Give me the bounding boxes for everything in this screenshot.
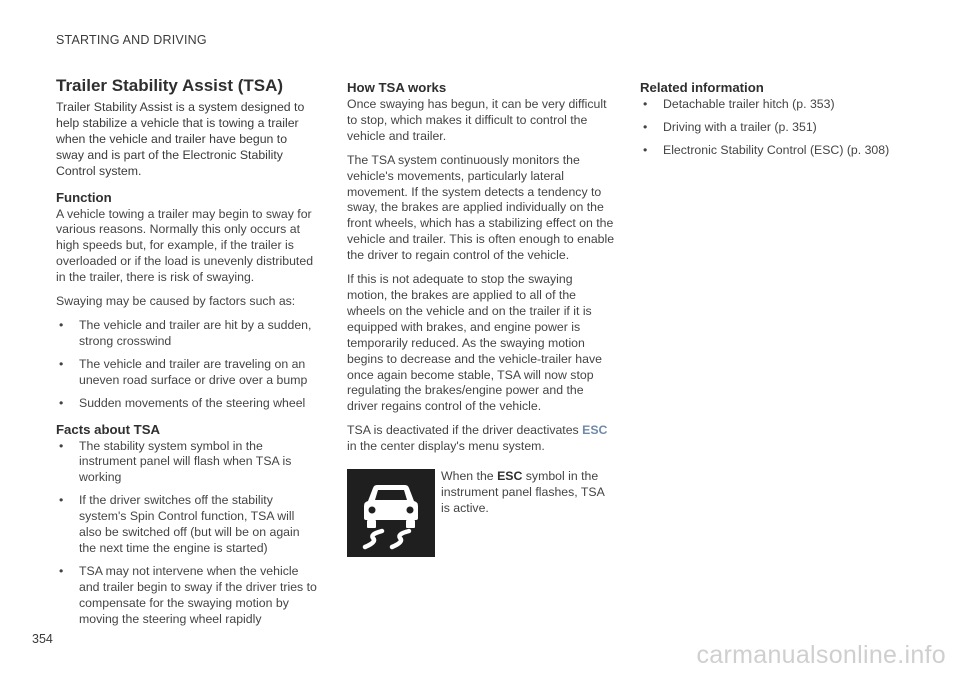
- related-information-heading: Related information: [640, 80, 764, 95]
- bullet-icon: •: [59, 493, 64, 508]
- how-tsa-works-heading: How TSA works: [347, 80, 447, 95]
- list-item: • Sudden movements of the steering wheel: [59, 395, 306, 410]
- column-middle: [347, 80, 615, 564]
- esc-term-bold: ESC: [497, 469, 523, 484]
- causes-list: [56, 318, 318, 412]
- bullet-icon: •: [643, 97, 648, 111]
- how-paragraph-4: TSA is deactivated if the driver deactivates ESC in the center display's menu system.: [347, 423, 608, 454]
- esc-symbol-note: [347, 469, 615, 564]
- facts-list: [56, 439, 318, 628]
- how-paragraph-2: The TSA system continuously monitors the vehicle's movements, particularly lateral movement. If the system detects a tendency to sway, the brakes are applied individually on the front wheels, which has a stabilizing effect on the vehicle and trailer. This is often enough to enable the driver to regain control of the vehicle.: [347, 152, 615, 263]
- list-item: • The stability system symbol in the instrument panel will flash when TSA is working: [59, 438, 292, 485]
- bullet-icon: •: [59, 317, 64, 332]
- column-right: [640, 80, 910, 166]
- how-paragraph-1: Once swaying has begun, it can be very difficult to stop, which makes it difficult to control the vehicle and trailer.: [347, 97, 607, 143]
- list-item: • TSA may not intervene when the vehicle and trailer begin to sway if the driver tries to compensate for the swaying motion by moving the steering wheel rapidly: [59, 563, 317, 626]
- intro-paragraph: Trailer Stability Assist is a system designed to help stabilize a vehicle that is towing a trailer when the vehicle and trailer have begun to sway and is part of the Electronic Stability Control system.: [56, 100, 305, 178]
- stability-control-skid-icon: [347, 469, 435, 557]
- list-item: • The vehicle and trailer are traveling on an uneven road surface or drive over a bump: [59, 356, 308, 387]
- bullet-icon: •: [643, 142, 648, 157]
- section-header: STARTING AND DRIVING: [56, 33, 207, 47]
- bullet-icon: •: [59, 563, 64, 578]
- bullet-icon: •: [59, 356, 64, 371]
- related-link[interactable]: • Electronic Stability Control (ESC) (p. 308): [643, 142, 890, 157]
- related-link[interactable]: • Driving with a trailer (p. 351): [643, 119, 817, 134]
- list-item: • The vehicle and trailer are hit by a sudden, strong crosswind: [59, 317, 312, 348]
- bullet-icon: •: [59, 395, 64, 410]
- function-heading: Function: [56, 189, 112, 205]
- swaying-paragraph: Swaying may be caused by factors such as:: [56, 294, 296, 309]
- related-link[interactable]: • Detachable trailer hitch (p. 353): [643, 97, 835, 111]
- page-number: 354: [32, 632, 53, 646]
- facts-heading: Facts about TSA: [56, 421, 161, 437]
- related-links-list: [640, 97, 910, 159]
- bullet-icon: •: [643, 119, 648, 134]
- watermark: carmanualsonline.info: [696, 641, 946, 669]
- esc-term: ESC: [582, 423, 608, 438]
- page-title: Trailer Stability Assist (TSA): [56, 76, 284, 95]
- how-paragraph-3: If this is not adequate to stop the swaying motion, the brakes are applied to all of the wheels on the vehicle and on the trailer if it is equipped with brakes, and engine power is temporarily reduced. As the swaying motion begins to decrease and the vehicle-trailer have once again become stable, TSA will now stop regulating the brakes/engine power and the driver regains control of the vehicle.: [347, 272, 602, 414]
- icon-caption: When the ESC symbol in the instrument panel flashes, TSA is active.: [441, 469, 605, 515]
- list-item: • If the driver switches off the stability system's Spin Control function, TSA will also be switched off (but will be on again the next time the engine is started): [59, 493, 300, 555]
- function-paragraph: A vehicle towing a trailer may begin to sway for various reasons. Normally this only occurs at high speeds but, for example, if the trailer is overloaded or if the load is unevenly distributed in the trailer, there is risk of swaying.: [56, 206, 314, 285]
- bullet-icon: •: [59, 438, 64, 453]
- column-left: [56, 76, 318, 634]
